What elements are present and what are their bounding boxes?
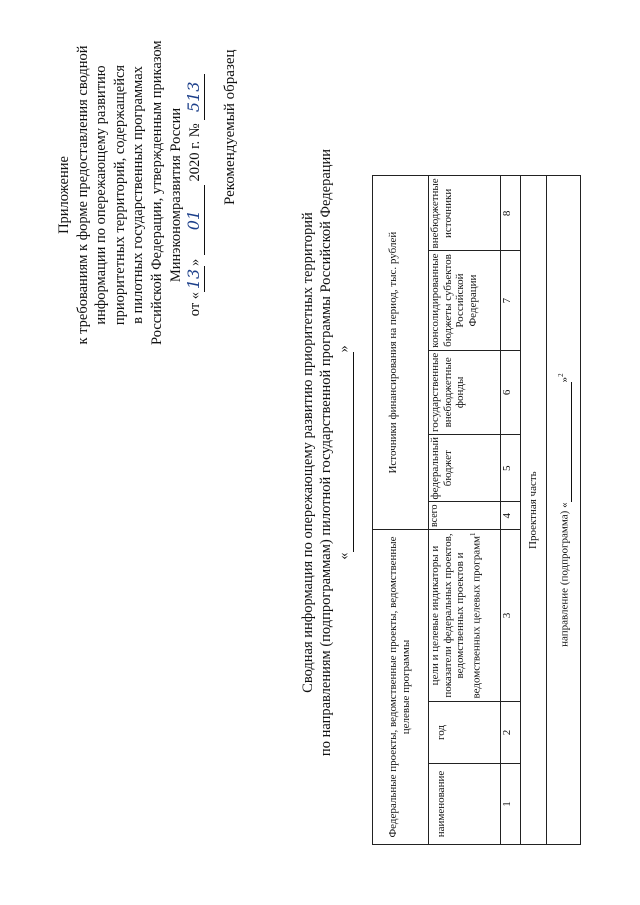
header-line: в пилотных государственных программах bbox=[130, 66, 147, 324]
col-number: 5 bbox=[501, 434, 521, 502]
section-row-project-part: Проектная часть bbox=[521, 176, 547, 845]
col-number: 8 bbox=[501, 176, 521, 251]
col-header-year: год bbox=[429, 702, 501, 764]
order-month: 01 bbox=[185, 185, 205, 255]
doc-title-line-3: « » bbox=[336, 345, 352, 560]
header-line: к требованиям к форме предоставления сводной bbox=[74, 45, 91, 345]
col-header-extrabudget: внебюджетные источники bbox=[429, 176, 501, 251]
doc-title-line-1: Сводная информация по опережающему развитию приоритетных территорий bbox=[300, 212, 316, 693]
order-year: 2020 г. № bbox=[187, 123, 204, 182]
col-header-name: наименование bbox=[429, 764, 501, 845]
group-header-projects: Федеральные проекты, ведомственные проекты, ведомственные целевые программы bbox=[373, 530, 429, 845]
col-number: 3 bbox=[501, 530, 521, 702]
col-number: 1 bbox=[501, 764, 521, 845]
header-line: Российской Федерации, утвержденным приказом bbox=[148, 40, 165, 345]
order-day: 13 bbox=[185, 266, 205, 292]
summary-table bbox=[372, 175, 581, 845]
order-number: 513 bbox=[185, 74, 205, 120]
col-number: 7 bbox=[501, 251, 521, 350]
col-number: 2 bbox=[501, 702, 521, 764]
col-header-goals: цели и целевые индикаторы и показатели федеральных проектов, ведомственных проектов и ведомственных целевых программ$^1$ bbox=[429, 530, 501, 702]
order-prefix: от « bbox=[187, 291, 204, 317]
doc-title-line-2: по направлениям (подпрограммам) пилотной государственной программы Российской Федерации bbox=[318, 148, 334, 757]
col-header-total: всего bbox=[429, 502, 501, 530]
header-line: информации по опережающему развитию bbox=[93, 65, 110, 325]
header-line: приоритетных территорий, содержащейся bbox=[111, 64, 128, 326]
direction-row: направление (подпрограмма) « »$^2$ bbox=[547, 176, 581, 845]
order-line: от «13» 01 2020 г. № 513 bbox=[185, 45, 205, 345]
appendix-header bbox=[55, 40, 205, 345]
col-number: 6 bbox=[501, 350, 521, 434]
col-header-regional: консолидированные бюджеты субъектов Российской Федерации bbox=[429, 251, 501, 350]
recommended-sample-label: Рекомендуемый образец bbox=[222, 49, 238, 205]
group-header-financing: Источники финансирования на период, тыс. рублей bbox=[373, 176, 429, 530]
header-line: Минэкономразвития России bbox=[167, 107, 184, 283]
col-header-state-funds: государственные внебюджетные фонды bbox=[429, 350, 501, 434]
col-number: 4 bbox=[501, 502, 521, 530]
header-line: Приложение bbox=[56, 156, 72, 234]
col-header-federal: федеральный бюджет bbox=[429, 434, 501, 502]
